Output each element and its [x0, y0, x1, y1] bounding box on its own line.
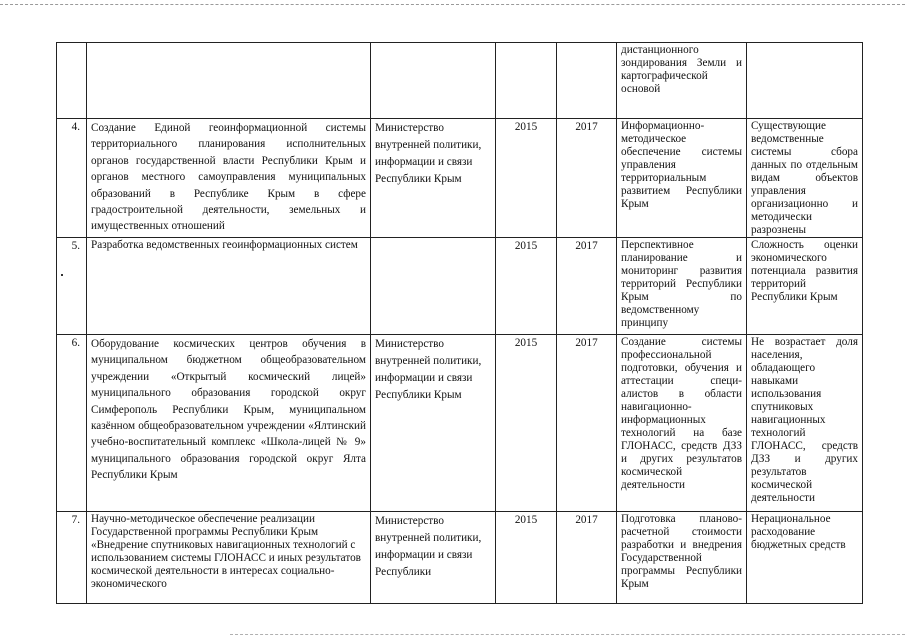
cell-result: Информационно-методическое обеспечение системы управления территориальным развитием Республики Крым [617, 119, 747, 238]
cell-end-year: 2017 [557, 238, 617, 335]
cell-name [87, 512, 371, 604]
cell-consequence [747, 43, 863, 119]
cell-start-year: 2015 [496, 512, 557, 604]
cell-start-year: 2015 [496, 335, 557, 512]
table-row-continued [57, 43, 863, 119]
cell-start-year: 2015 [496, 238, 557, 335]
cell-executor [371, 43, 496, 119]
cell-num: 6. [57, 335, 87, 512]
table-row [57, 238, 863, 335]
cell-num: 7. [57, 512, 87, 604]
cell-consequence: Сложность оценки экономического потенциала развития территорий Республики Крым [747, 238, 863, 335]
cell-consequence: Существующие ведомственные системы сбора данных по отдельным видам объектов управления организационно и методически разрознены [747, 119, 863, 238]
table-row [57, 119, 863, 238]
cell-num [57, 43, 87, 119]
program-measures-table [56, 42, 863, 604]
cell-end-year: 2017 [557, 512, 617, 604]
cell-start-year: 2015 [496, 119, 557, 238]
cell-num: 5. [57, 238, 87, 335]
cell-consequence: Нерациональное расходование бюджетных средств [747, 512, 863, 604]
cell-end-year: 2017 [557, 119, 617, 238]
cell-name: Оборудование космических центров обучения в муниципальном бюджетном общеобразовательном учреждении «Открытый космический лицей» муниципального образования городской округ Симферополь Республики Крым, муниципальном казённом общеобразовательном учреждении «Ялтинский учебно-воспитательный комплекс «Школа-лицей № 9» муниципального образования городской округ Ялта Республики Крым [87, 335, 371, 512]
cell-start-year [496, 43, 557, 119]
cell-end-year: 2017 [557, 335, 617, 512]
cell-result: Перспективное планирование и мониторинг развития территорий Республики Крым по ведомственному принципу [617, 238, 747, 335]
cell-name-text: Научно-методическое обеспечение реализации Государственной программы Республики Крым «Внедрение спутниковых навигационных технологий с использованием системы ГЛОНАСС и иных результатов космической деятельности в интересах социально-экономического [91, 513, 361, 590]
cell-name: Разработка ведомственных геоинформационных систем [87, 238, 371, 335]
cell-name: Создание Единой геоинформационной системы территориального планирования исполнительных органов государственной власти Республики Крым и органов местного самоуправления муниципальных образований в Республике Крым в сфере градостроительной деятельности, земельных и имущественных отношений [87, 119, 371, 238]
cell-executor [371, 238, 496, 335]
table-row [57, 335, 863, 512]
cell-executor: Министерство внутренней политики, информации и связи Республики Крым [371, 119, 496, 238]
cell-executor-text: Министерство внутренней политики, информации и связи Республики [375, 515, 482, 578]
cell-executor: Министерство внутренней политики, информации и связи Республики Крым [371, 335, 496, 512]
cell-executor [371, 512, 496, 604]
scan-edge-top [0, 4, 905, 6]
cell-end-year [557, 43, 617, 119]
cell-result: Создание системы профессиональной подготовки, обучения и аттестации специ-алистов в области навигационно-информационных технологий на базе ГЛОНАСС, средств ДЗЗ и других результатов космической деятельности [617, 335, 747, 512]
cell-result: Подготовка планово-расчетной стоимости разработки и внедрения Государственной программы Республики Крым [617, 512, 747, 604]
cell-result: дистанционного зондирования Земли и картографической основой [617, 43, 747, 119]
cell-num: 4. [57, 119, 87, 238]
cell-consequence: Не возрастает доля населения, обладающего навыками использования спутниковых навигационных технологий ГЛОНАСС, средств ДЗЗ и других результатов космической деятельности [747, 335, 863, 512]
table-row [57, 512, 863, 604]
scan-edge-bottom [230, 634, 905, 636]
cell-name [87, 43, 371, 119]
